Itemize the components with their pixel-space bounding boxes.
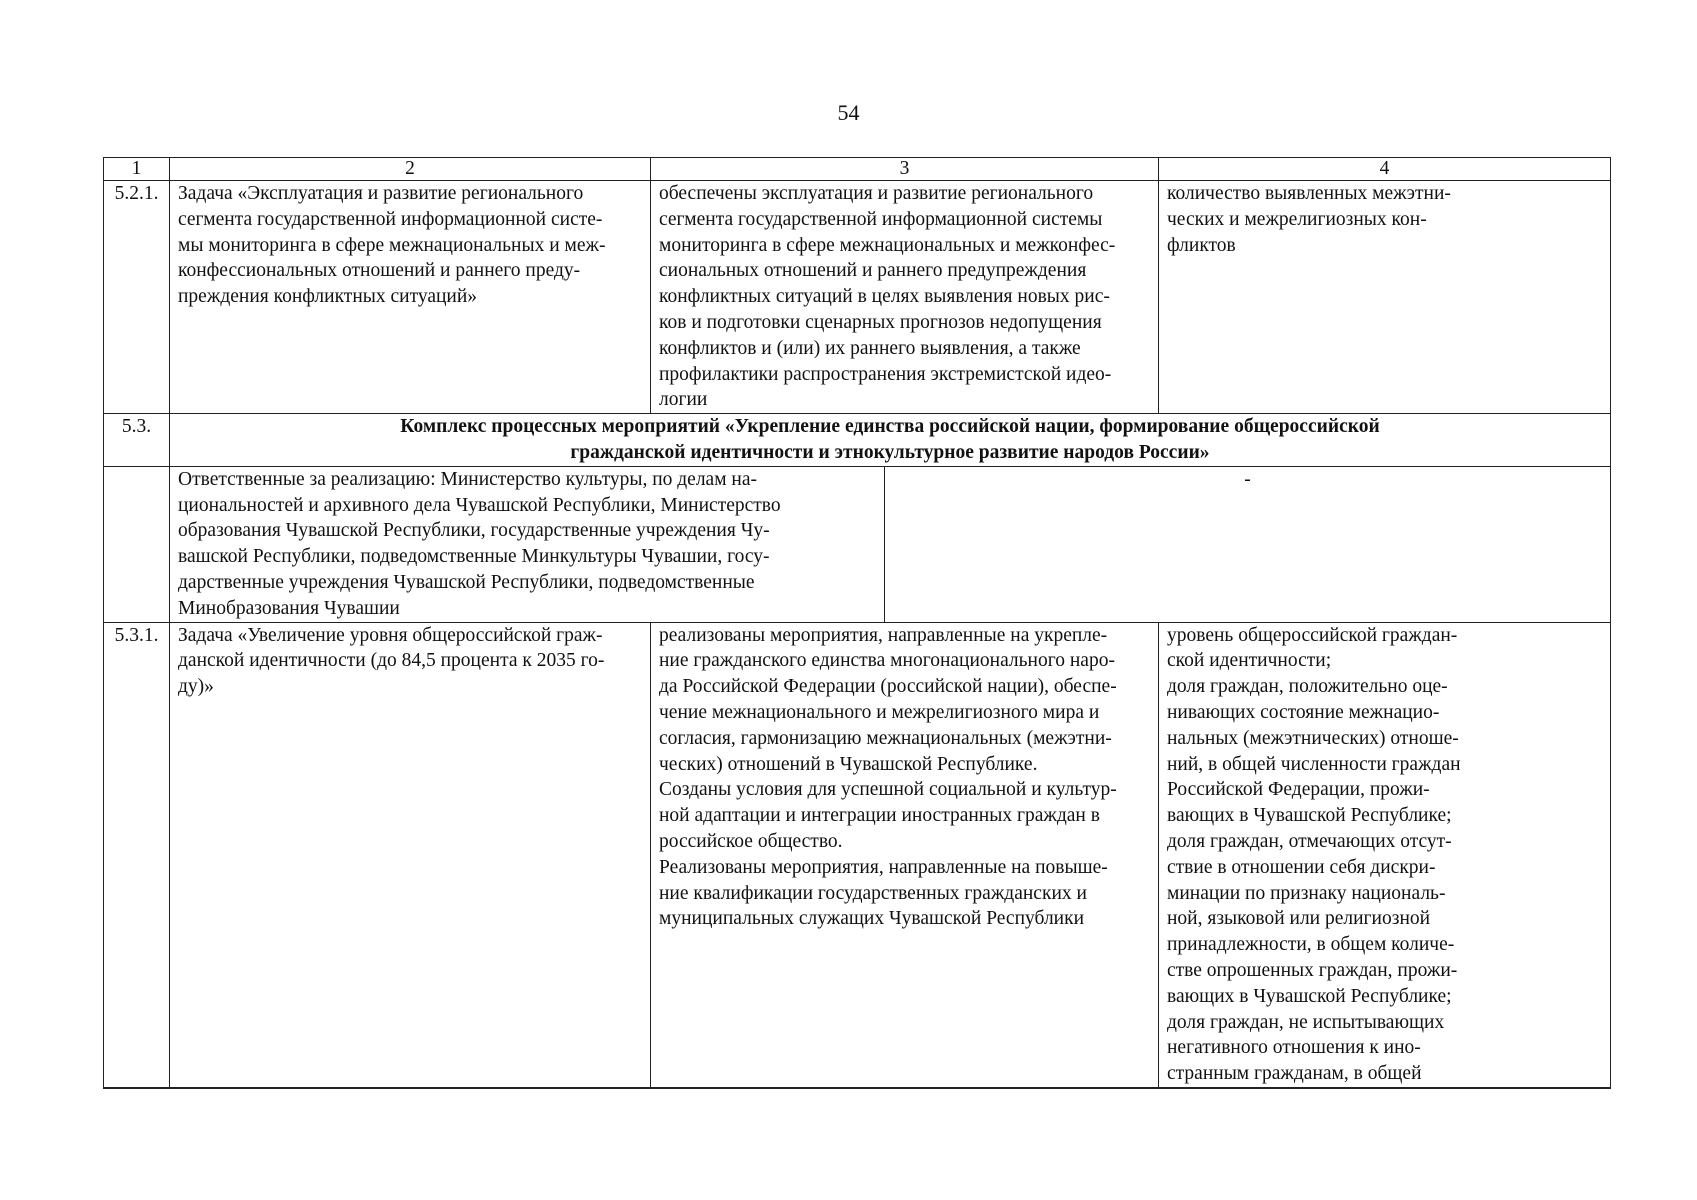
header-col-1: 1	[104, 158, 170, 181]
text-line: ной, языковой или религиозной	[1167, 908, 1431, 930]
section-title-line: Комплекс процессных мероприятий «Укрепление единства российской нации, формирование общероссийской	[400, 416, 1380, 438]
text-line: российское общество.	[659, 830, 843, 852]
text-line: сегмента государственной информационной системы	[659, 208, 1103, 230]
result-cell	[651, 622, 1159, 1088]
text-line: ние гражданского единства многонационального наро-	[659, 650, 1115, 672]
text-line: ческих) отношений в Чувашской Республике.	[659, 753, 1038, 775]
text-line: согласия, гармонизацию межнациональных (межэтни-	[659, 727, 1112, 749]
text-line: реализованы мероприятия, направленные на укрепле-	[659, 624, 1108, 646]
responsible-text	[170, 467, 885, 622]
text-line: фликтов	[1167, 234, 1236, 256]
text-line: Задача «Эксплуатация и развитие регионального	[178, 183, 584, 204]
header-col-3: 3	[651, 158, 1159, 181]
section-title	[170, 414, 1611, 467]
text-line: сегмента государственной информационной систе-	[178, 208, 603, 230]
row-number: 5.3.1.	[104, 622, 170, 1088]
text-line: ной адаптации и интеграции иностранных граждан в	[659, 805, 1100, 827]
text-line: Минобразования Чувашии	[178, 597, 400, 619]
text-line: мы мониторинга в сфере межнациональных и меж-	[178, 234, 606, 256]
section-row-5-3	[104, 414, 1611, 467]
text-line: доля граждан, положительно оце-	[1167, 676, 1448, 698]
text-line: количество выявленных межэтни-	[1167, 183, 1451, 204]
responsible-row	[104, 466, 1611, 622]
text-line: обеспечены эксплуатация и развитие регионального	[659, 183, 1094, 204]
text-line: нальных (межэтнических) отноше-	[1167, 727, 1459, 749]
text-line: негативного отношения к ино-	[1167, 1037, 1421, 1059]
result-cell	[651, 181, 1159, 414]
text-line: циональностей и архивного дела Чувашской Республики, Министерство	[178, 494, 781, 516]
text-line: образования Чувашской Республики, государственные учреждения Чу-	[178, 520, 770, 542]
text-line: мониторинга в сфере межнациональных и межконфес-	[659, 234, 1116, 256]
dash-cell: -	[1244, 468, 1251, 490]
task-cell	[170, 181, 651, 414]
task-cell	[170, 622, 651, 1088]
text-line: ческих и межрелигиозных кон-	[1167, 208, 1427, 230]
text-line: дарственные учреждения Чувашской Республики, подведомственные	[178, 571, 755, 593]
text-line: ской идентичности;	[1167, 650, 1332, 672]
text-line: нивающих состояние межнацио-	[1167, 701, 1440, 723]
text-line: Созданы условия для успешной социальной и культур-	[659, 779, 1117, 801]
text-line: преждения конфликтных ситуаций»	[178, 286, 478, 308]
text-line: вашской Республики, подведомственные Минкультуры Чувашии, госу-	[178, 546, 770, 568]
table-row-5-2-1	[104, 181, 1611, 414]
text-line: доля граждан, не испытывающих	[1167, 1011, 1445, 1033]
text-line: Реализованы мероприятия, направленные на повыше-	[659, 856, 1108, 878]
text-line: конфессиональных отношений и раннего преду-	[178, 260, 581, 282]
column-numbers-row	[104, 158, 1611, 181]
text-line: вающих в Чувашской Республике;	[1167, 805, 1452, 827]
text-line: минации по признаку националь-	[1167, 882, 1446, 904]
text-line: ков и подготовки сценарных прогнозов недопущения	[659, 311, 1102, 333]
text-line: Ответственные за реализацию: Министерство культуры, по делам на-	[178, 468, 758, 490]
text-line: уровень общероссийской граждан-	[1167, 624, 1458, 646]
text-line: да Российской Федерации (российской нации), обеспе-	[659, 676, 1117, 698]
responsible-wrap	[170, 466, 1611, 622]
text-line: принадлежности, в общем количе-	[1167, 934, 1455, 956]
text-line: ду)»	[178, 676, 214, 698]
header-col-4: 4	[1159, 158, 1611, 181]
text-line: ствие в отношении себя дискри-	[1167, 856, 1436, 878]
row-number: 5.2.1.	[104, 181, 170, 414]
empty-number-cell	[104, 466, 170, 622]
text-line: профилактики распространения экстремистской идео-	[659, 363, 1112, 385]
text-line: ние квалификации государственных гражданских и	[659, 882, 1087, 904]
text-line: муниципальных служащих Чувашской Республики	[659, 908, 1085, 930]
text-line: конфликтов и (или) их раннего выявления, а также	[659, 337, 1081, 359]
text-line: странным гражданам, в общей	[1167, 1063, 1422, 1085]
text-line: вающих в Чувашской Республике;	[1167, 985, 1452, 1007]
text-line: стве опрошенных граждан, прожи-	[1167, 959, 1458, 981]
table-row-5-3-1	[104, 622, 1611, 1088]
responsible-table	[170, 467, 1610, 622]
measures-table	[103, 157, 1611, 1089]
text-line: доля граждан, отмечающих отсут-	[1167, 830, 1452, 852]
header-col-2: 2	[170, 158, 651, 181]
indicator-cell	[1159, 622, 1611, 1088]
indicator-cell	[1159, 181, 1611, 414]
section-number: 5.3.	[104, 414, 170, 467]
text-line: чение межнационального и межрелигиозного мира и	[659, 701, 1100, 723]
text-line: логии	[659, 389, 708, 411]
text-line: данской идентичности (до 84,5 процента к 2035 го-	[178, 650, 605, 672]
page-number: 54	[837, 100, 860, 125]
text-line: ний, в общей численности граждан	[1167, 753, 1461, 775]
text-line: Российской Федерации, прожи-	[1167, 779, 1430, 801]
text-line: конфликтных ситуаций в целях выявления новых рис-	[659, 286, 1110, 308]
text-line: Задача «Увеличение уровня общероссийской граж-	[178, 624, 603, 646]
text-line: сиональных отношений и раннего предупреждения	[659, 260, 1087, 282]
section-title-line: гражданской идентичности и этнокультурное развитие народов России»	[570, 441, 1210, 463]
